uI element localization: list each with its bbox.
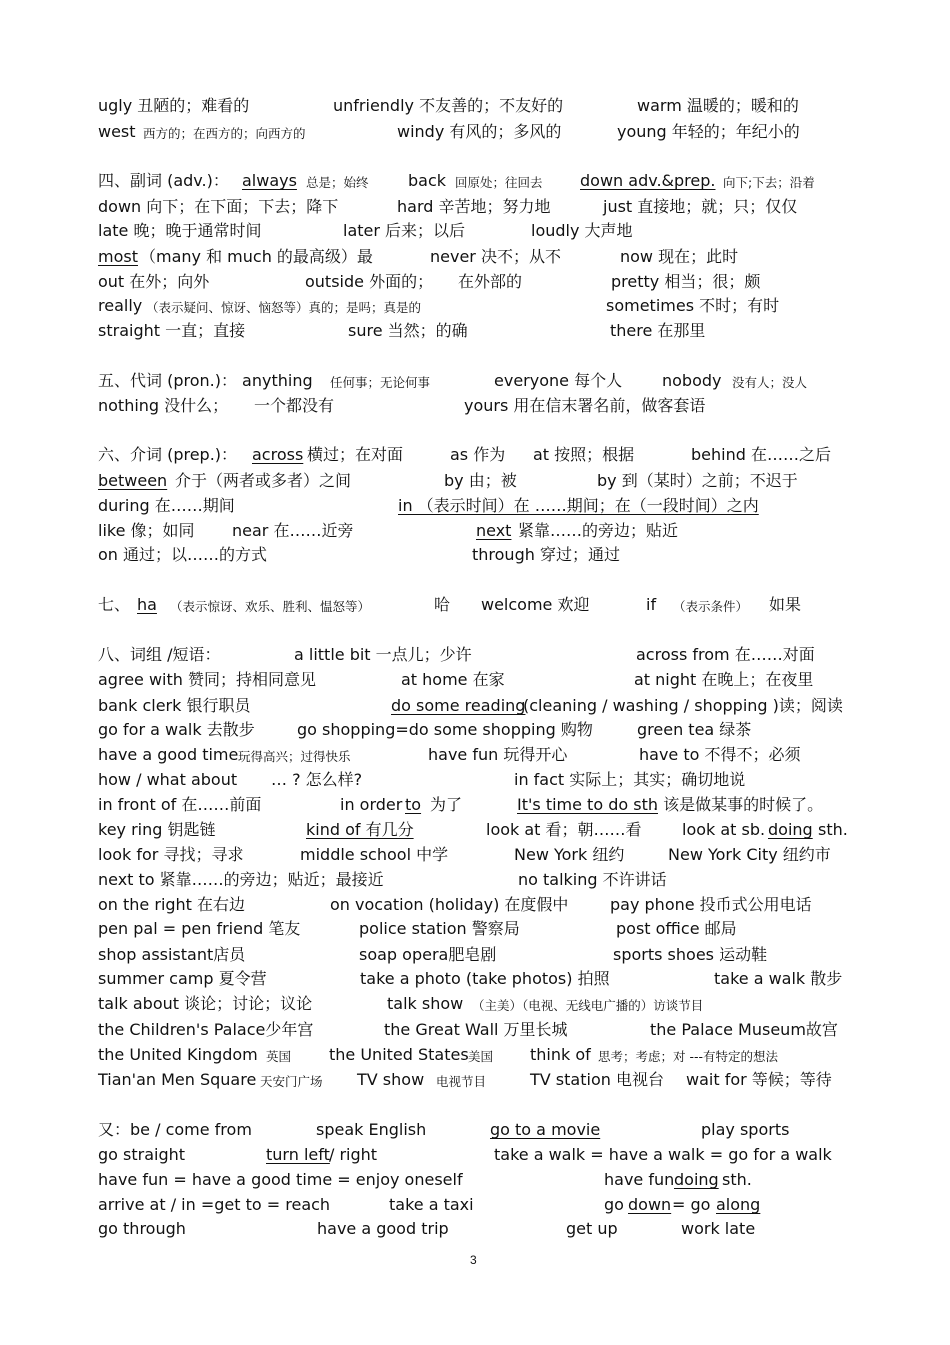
vocab-entry: have a good time bbox=[98, 745, 239, 764]
vocab-entry: there 在那里 bbox=[610, 321, 706, 340]
vocab-entry: New York City 纽约市 bbox=[668, 845, 831, 864]
vocab-entry: speak English bbox=[316, 1120, 427, 1139]
vocab-entry: TV station 电视台 bbox=[530, 1070, 664, 1089]
vocab-entry: take a walk 散步 bbox=[714, 969, 843, 988]
vocab-entry: pay phone 投币式公用电话 bbox=[610, 895, 812, 914]
vocab-line-prep-4 bbox=[0, 520, 950, 545]
vocab-line-adv-5 bbox=[0, 271, 950, 296]
vocab-entry: 向下;下去；沿着 bbox=[723, 175, 815, 190]
vocab-entry: near 在……近旁 bbox=[232, 521, 354, 540]
vocab-line-pron-1 bbox=[0, 370, 950, 395]
vocab-entry: … ? 怎么样? bbox=[271, 770, 363, 789]
vocab-entry: kind of 有几分 bbox=[306, 820, 414, 839]
vocab-entry: at home 在家 bbox=[401, 670, 505, 689]
vocab-line-also-2 bbox=[0, 1144, 950, 1169]
vocab-entry: post office 邮局 bbox=[616, 919, 737, 938]
vocab-line-phr-15 bbox=[0, 993, 950, 1018]
vocab-entry: outside 外面的； bbox=[305, 272, 434, 291]
vocab-entry: between bbox=[98, 471, 168, 490]
vocab-entry: / right bbox=[329, 1145, 378, 1164]
vocab-entry: pen pal = pen friend 笔友 bbox=[98, 919, 301, 938]
vocab-line-also-1 bbox=[0, 1119, 950, 1144]
vocab-entry: go through bbox=[98, 1219, 186, 1238]
vocab-line-phr-17 bbox=[0, 1044, 950, 1069]
vocab-entry: bank clerk 银行职员 bbox=[98, 696, 251, 715]
vocab-entry: in order bbox=[340, 795, 403, 814]
vocab-entry: look at 看；朝……看 bbox=[486, 820, 642, 839]
vocab-entry: talk show bbox=[387, 994, 464, 1013]
vocab-entry: west bbox=[98, 122, 136, 141]
vocab-entry: straight 一直；直接 bbox=[98, 321, 246, 340]
vocab-entry: doing bbox=[768, 820, 813, 839]
vocab-line-adj-1 bbox=[0, 95, 950, 120]
vocab-line-phr-7 bbox=[0, 794, 950, 819]
vocab-entry: key ring 钥匙链 bbox=[98, 820, 216, 839]
vocab-entry: a little bit 一点儿；少许 bbox=[294, 645, 472, 664]
vocab-entry: sth. bbox=[722, 1170, 752, 1189]
vocab-entry: take a taxi bbox=[389, 1195, 474, 1214]
vocab-entry: （表示条件） bbox=[673, 599, 749, 614]
vocab-entry: ha bbox=[137, 595, 157, 614]
vocab-entry: next bbox=[476, 521, 512, 540]
vocab-entry: have fun bbox=[604, 1170, 675, 1189]
vocab-entry: always bbox=[242, 171, 297, 190]
vocab-line-phr-2 bbox=[0, 669, 950, 694]
vocab-entry: （many 和 much 的最高级）最 bbox=[140, 247, 373, 266]
vocab-entry: take a photo (take photos) 拍照 bbox=[360, 969, 610, 988]
vocab-entry: 任何事；无论何事 bbox=[330, 375, 431, 390]
vocab-entry: if bbox=[646, 595, 657, 614]
vocab-entry: late 晚；晚于通常时间 bbox=[98, 221, 262, 240]
vocab-entry: 四、副词 (adv.)： bbox=[98, 171, 229, 190]
vocab-entry: 总是；始终 bbox=[306, 175, 369, 190]
vocab-line-interj-1 bbox=[0, 594, 950, 619]
vocab-entry: the United States bbox=[329, 1045, 469, 1064]
vocab-line-phr-6 bbox=[0, 769, 950, 794]
vocab-entry: have fun = have a good time = enjoy oneself bbox=[98, 1170, 463, 1189]
vocab-entry: go for a walk 去散步 bbox=[98, 720, 255, 739]
vocab-entry: warm 温暖的；暖和的 bbox=[637, 96, 799, 115]
vocab-entry: back bbox=[408, 171, 447, 190]
vocab-entry: 天安门广场 bbox=[260, 1074, 323, 1089]
vocab-line-phr-9 bbox=[0, 844, 950, 869]
vocab-entry: really bbox=[98, 296, 143, 315]
vocab-entry: green tea 绿茶 bbox=[637, 720, 752, 739]
vocab-entry: go to a movie bbox=[490, 1120, 601, 1139]
vocab-entry: go bbox=[604, 1195, 624, 1214]
vocab-entry: across bbox=[252, 445, 304, 464]
vocab-line-phr-4 bbox=[0, 719, 950, 744]
vocab-entry: 玩得高兴；过得快乐 bbox=[238, 749, 351, 764]
vocab-entry: Tian'an Men Square bbox=[98, 1070, 257, 1089]
vocab-entry: nothing 没什么； bbox=[98, 396, 229, 415]
vocab-entry: windy 有风的；多风的 bbox=[397, 122, 562, 141]
vocab-entry: do some reading bbox=[391, 696, 526, 715]
vocab-entry: have to 不得不；必须 bbox=[639, 745, 801, 764]
vocab-entry: nobody bbox=[662, 371, 722, 390]
vocab-entry: wait for 等候；等待 bbox=[686, 1070, 832, 1089]
vocab-entry: work late bbox=[681, 1219, 756, 1238]
vocab-entry: soap opera肥皂剧 bbox=[359, 945, 497, 964]
vocab-line-phr-3 bbox=[0, 695, 950, 720]
vocab-entry: look at sb. bbox=[682, 820, 766, 839]
vocab-entry: 电视节目 bbox=[436, 1074, 487, 1089]
vocab-entry: just 直接地；就；只；仅仅 bbox=[603, 197, 798, 216]
vocab-entry: loudly 大声地 bbox=[531, 221, 633, 240]
vocab-entry: how / what about bbox=[98, 770, 238, 789]
vocab-entry: look for 寻找；寻求 bbox=[98, 845, 244, 864]
vocab-entry: most bbox=[98, 247, 138, 266]
vocab-entry: 如果 bbox=[769, 595, 802, 614]
vocab-entry: 七、 bbox=[98, 595, 131, 614]
vocab-entry: 五、代词 (pron.)： anything bbox=[98, 371, 313, 390]
vocab-entry: sth. bbox=[818, 820, 848, 839]
vocab-entry: have fun 玩得开心 bbox=[428, 745, 568, 764]
vocab-line-prep-2 bbox=[0, 470, 950, 495]
vocab-entry: sometimes 不时；有时 bbox=[606, 296, 780, 315]
vocab-line-adv-3 bbox=[0, 220, 950, 245]
vocab-entry: turn left bbox=[266, 1145, 330, 1164]
vocab-entry: by 由；被 bbox=[444, 471, 517, 490]
vocab-entry: go shopping=do some shopping 购物 bbox=[297, 720, 593, 739]
vocab-line-phr-1 bbox=[0, 644, 950, 669]
vocab-entry: welcome 欢迎 bbox=[481, 595, 590, 614]
vocab-entry: next to 紧靠……的旁边；贴近；最接近 bbox=[98, 870, 384, 889]
vocab-entry: play sports bbox=[701, 1120, 790, 1139]
vocab-line-prep-3 bbox=[0, 495, 950, 520]
vocab-entry: later 后来；以后 bbox=[343, 221, 466, 240]
vocab-entry: in front of 在……前面 bbox=[98, 795, 262, 814]
vocab-entry: 美国 bbox=[468, 1049, 494, 1064]
vocab-entry: （表示疑问、惊讶、恼怒等）真的；是吗；真是的 bbox=[146, 300, 422, 315]
vocab-entry: ugly 丑陋的；难看的 bbox=[98, 96, 250, 115]
vocab-line-also-5 bbox=[0, 1218, 950, 1243]
vocab-entry: sure 当然；的确 bbox=[348, 321, 468, 340]
vocab-line-adv-6 bbox=[0, 295, 950, 320]
vocab-entry: doing bbox=[674, 1170, 719, 1189]
vocab-line-also-3 bbox=[0, 1169, 950, 1194]
vocab-line-phr-5 bbox=[0, 744, 950, 769]
vocab-entry: the Palace Museum故宫 bbox=[650, 1020, 838, 1039]
vocab-entry: summer camp 夏令营 bbox=[98, 969, 267, 988]
vocab-entry: middle school 中学 bbox=[300, 845, 449, 864]
vocab-entry: never 决不；从不 bbox=[430, 247, 561, 266]
vocab-line-pron-2 bbox=[0, 395, 950, 420]
vocab-entry: 又：be / come from bbox=[98, 1120, 252, 1139]
vocab-line-phr-11 bbox=[0, 894, 950, 919]
vocab-line-adv-7 bbox=[0, 320, 950, 345]
vocab-entry: It's time to do sth bbox=[517, 795, 658, 814]
vocab-line-phr-16 bbox=[0, 1019, 950, 1044]
vocab-entry: have a good trip bbox=[317, 1219, 449, 1238]
vocab-entry: out 在外；向外 bbox=[98, 272, 210, 291]
vocab-entry: (cleaning / washing / shopping )读；阅读 bbox=[523, 696, 843, 715]
vocab-entry: 没有人；没人 bbox=[732, 375, 808, 390]
vocab-entry: 在外部的 bbox=[458, 272, 523, 291]
vocab-line-adv-4 bbox=[0, 246, 950, 271]
vocab-entry: police station 警察局 bbox=[359, 919, 520, 938]
vocab-entry: young 年轻的；年纪小的 bbox=[617, 122, 800, 141]
vocab-entry: no talking 不许讲话 bbox=[518, 870, 667, 889]
vocab-line-also-4 bbox=[0, 1194, 950, 1219]
vocab-entry: the Children's Palace少年宫 bbox=[98, 1020, 314, 1039]
vocab-entry: . 该是做某事的时候了。 bbox=[653, 795, 824, 814]
vocab-entry: as 作为 bbox=[450, 445, 506, 464]
vocab-entry: New York 纽约 bbox=[514, 845, 625, 864]
vocab-entry: get up bbox=[566, 1219, 618, 1238]
vocab-entry: 八、词组 /短语： bbox=[98, 645, 221, 664]
vocab-entry: 思考；考虑；对 ---有特定的想法 bbox=[598, 1049, 779, 1064]
vocab-entry: shop assistant店员 bbox=[98, 945, 246, 964]
vocab-entry: think of bbox=[530, 1045, 591, 1064]
vocab-entry: = go bbox=[672, 1195, 711, 1214]
vocab-line-phr-14 bbox=[0, 968, 950, 993]
vocab-entry: in fact 实际上；其实；确切地说 bbox=[514, 770, 746, 789]
vocab-line-adv-2 bbox=[0, 196, 950, 221]
vocab-entry: behind 在……之后 bbox=[691, 445, 831, 464]
vocab-entry: down bbox=[628, 1195, 672, 1214]
vocab-entry: 为了 bbox=[430, 795, 463, 814]
vocab-line-prep-5 bbox=[0, 544, 950, 569]
vocab-entry: the Great Wall 万里长城 bbox=[384, 1020, 568, 1039]
vocab-entry: sports shoes 运动鞋 bbox=[613, 945, 768, 964]
vocab-entry: TV show bbox=[357, 1070, 425, 1089]
vocab-entry: at night 在晚上；在夜里 bbox=[634, 670, 814, 689]
vocab-line-phr-18 bbox=[0, 1069, 950, 1094]
vocab-entry: during 在……期间 bbox=[98, 496, 235, 515]
vocab-line-phr-13 bbox=[0, 944, 950, 969]
vocab-entry: （表示惊讶、欢乐、胜利、愠怒等） bbox=[170, 599, 371, 614]
vocab-line-adv-1 bbox=[0, 170, 950, 195]
vocab-entry: arrive at / in =get to = reach bbox=[98, 1195, 331, 1214]
vocab-entry: （主美）（电视、无线电广播的）访谈节目 bbox=[472, 998, 704, 1013]
vocab-entry: 西方的；在西方的；向西方的 bbox=[143, 126, 306, 141]
vocab-entry: 紧靠……的旁边；贴近 bbox=[518, 521, 679, 540]
vocab-entry: the United Kingdom bbox=[98, 1045, 258, 1064]
vocab-entry: 六、介词 (prep.)： bbox=[98, 445, 238, 464]
vocab-line-phr-12 bbox=[0, 918, 950, 943]
vocab-entry: yours 用在信末署名前，做客套语 bbox=[464, 396, 706, 415]
vocab-entry: to bbox=[405, 795, 422, 814]
vocab-entry: agree with 赞同；持相同意见 bbox=[98, 670, 316, 689]
vocab-entry: down 向下；在下面；下去；降下 bbox=[98, 197, 339, 216]
vocab-entry: talk about 谈论；讨论；议论 bbox=[98, 994, 313, 1013]
vocab-entry: 一个都没有 bbox=[254, 396, 335, 415]
vocab-line-adj-2 bbox=[0, 121, 950, 146]
vocab-entry: 哈 bbox=[434, 595, 451, 614]
vocab-entry: on the right 在右边 bbox=[98, 895, 246, 914]
vocab-entry: in （表示时间）在 ……期间；在（一段时间）之内 bbox=[398, 496, 759, 515]
vocab-entry: take a walk = have a walk = go for a walk bbox=[494, 1145, 832, 1164]
page-number: 3 bbox=[470, 1253, 477, 1267]
vocab-line-phr-8 bbox=[0, 819, 950, 844]
vocab-entry: through 穿过；通过 bbox=[472, 545, 620, 564]
vocab-entry: go straight bbox=[98, 1145, 186, 1164]
vocab-entry: at 按照；根据 bbox=[533, 445, 635, 464]
vocab-entry: across from 在……对面 bbox=[636, 645, 815, 664]
vocab-line-phr-10 bbox=[0, 869, 950, 894]
vocab-entry: on 通过；以……的方式 bbox=[98, 545, 268, 564]
vocab-entry: unfriendly 不友善的；不友好的 bbox=[333, 96, 564, 115]
vocab-entry: 英国 bbox=[266, 1049, 292, 1064]
vocab-entry: 回原处；往回去 bbox=[455, 175, 543, 190]
vocab-entry: now 现在；此时 bbox=[620, 247, 739, 266]
vocab-entry: by 到（某时）之前；不迟于 bbox=[597, 471, 798, 490]
vocab-entry: hard 辛苦地；努力地 bbox=[397, 197, 551, 216]
vocab-entry: down adv.&prep. bbox=[580, 171, 716, 190]
vocab-entry: along bbox=[716, 1195, 761, 1214]
vocab-entry: on vocation (holiday) 在度假中 bbox=[330, 895, 569, 914]
vocab-entry: pretty 相当；很；颇 bbox=[611, 272, 761, 291]
vocab-line-prep-1 bbox=[0, 444, 950, 469]
vocab-entry: everyone 每个人 bbox=[494, 371, 623, 390]
vocab-entry: 横过；在对面 bbox=[307, 445, 404, 464]
vocab-entry: 介于（两者或多者）之间 bbox=[175, 471, 352, 490]
vocab-entry: like 像；如同 bbox=[98, 521, 195, 540]
